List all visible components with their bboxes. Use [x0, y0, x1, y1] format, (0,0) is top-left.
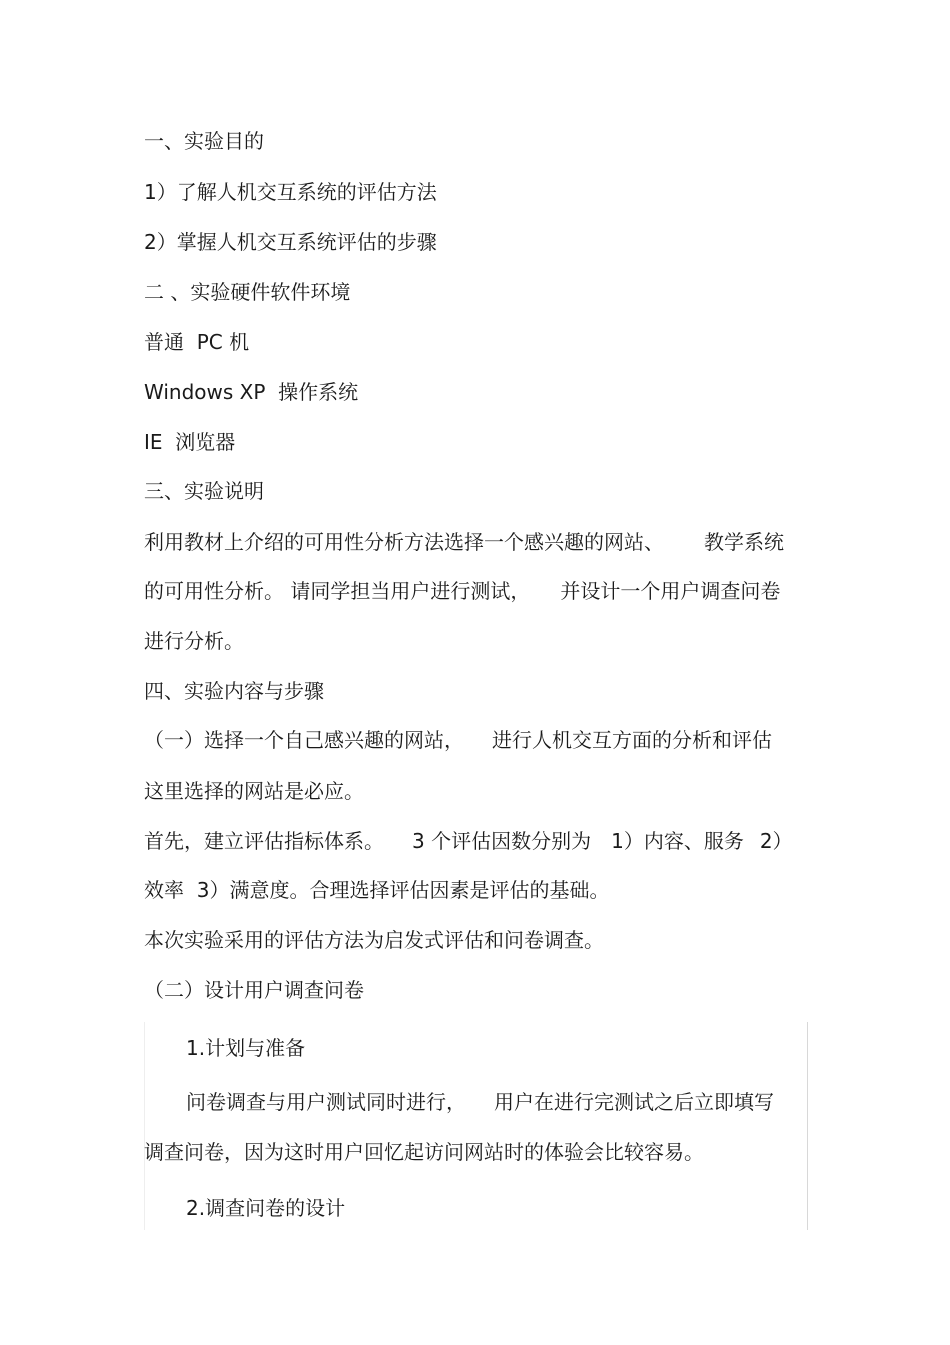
para-first-line-1a: 首先，建立评估指标体系。: [144, 829, 384, 853]
section3-para-line-2: [144, 578, 780, 604]
section1-item-1: 1）了解人机交互系统的评估方法: [144, 180, 437, 204]
para-first-line-1d: 2）: [759, 829, 793, 853]
box-item1-para-line-1a: 问卷调查与用户测试同时进行，: [186, 1090, 466, 1114]
step2-heading: （二）设计用户调查问卷: [144, 978, 364, 1002]
section3-para-line-1a: 利用教材上介绍的可用性分析方法选择一个感兴趣的网站、: [144, 530, 664, 554]
section3-para-line-3: 进行分析。: [144, 629, 244, 653]
box-item2-heading: 2.调查问卷的设计: [186, 1196, 346, 1220]
section3-para-line-1b: 教学系统: [704, 530, 784, 554]
para-method: 本次实验采用的评估方法为启发式评估和问卷调查。: [144, 928, 604, 952]
section4-heading: 四、实验内容与步骤: [144, 679, 324, 703]
section2-item-os: Windows XP 操作系统: [144, 380, 359, 404]
section3-para-line-1: [144, 529, 784, 555]
step1-line-1b: 进行人机交互方面的分析和评估: [492, 728, 772, 752]
box-item1-para-line-2: 调查问卷，因为这时用户回忆起访问网站时的体验会比较容易。: [144, 1140, 704, 1164]
section2-item-pc: 普通 PC 机: [144, 330, 250, 354]
section2-item-browser: IE 浏览器: [144, 430, 236, 454]
para-first-line-2: 效率 3）满意度。合理选择评估因素是评估的基础。: [144, 878, 610, 902]
step1-line-2: 这里选择的网站是必应。: [144, 779, 364, 803]
section3-para-line-2b: 并设计一个用户调查问卷: [560, 579, 781, 603]
para-first-line-1c: 1）内容、服务: [611, 829, 744, 853]
step1-line-1: [144, 727, 772, 753]
box-item1-para-line-1: [186, 1089, 774, 1115]
section3-para-line-2a: 的可用性分析。 请同学担当用户进行测试，: [144, 579, 531, 603]
section1-item-2: 2）掌握人机交互系统评估的步骤: [144, 230, 437, 254]
section3-heading: 三、实验说明: [144, 479, 264, 503]
step1-line-1a: （一）选择一个自己感兴趣的网站，: [144, 728, 464, 752]
section2-heading: 二 、实验硬件软件环境: [144, 280, 351, 304]
box-item1-heading: 1.计划与准备: [186, 1036, 306, 1060]
box-item1-para-line-1b: 用户在进行完测试之后立即填写: [494, 1090, 774, 1114]
para-first-line-1: [144, 828, 793, 854]
section1-heading: 一、实验目的: [144, 129, 264, 153]
para-first-line-1b: 3 个评估因数分别为: [412, 829, 592, 853]
